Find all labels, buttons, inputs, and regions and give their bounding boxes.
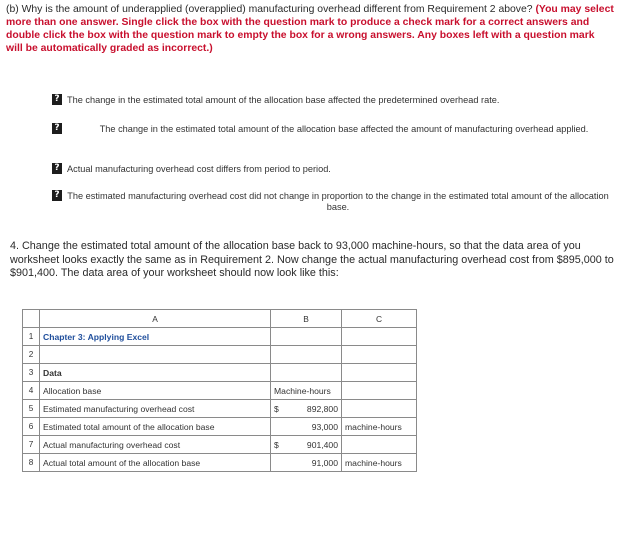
option-text: The change in the estimated total amount of the allocation base affected the predetermined overhead rate.: [67, 95, 500, 105]
step-4-instructions: 4. Change the estimated total amount of the allocation base back to 93,000 machine-hours, so that the data area of you worksheet looks exactly the same as in Requirement 2. Now change the actual manufacturing overhead cost from $895,000 to $901,400. The data area of your worksheet should now look like this:: [10, 240, 614, 279]
row-number: 2: [23, 346, 40, 364]
cell-value: 892,800: [306, 403, 338, 414]
table-row: [23, 418, 417, 436]
cell-b: 91,000: [271, 454, 342, 472]
answer-option: [52, 94, 612, 106]
cell-c: machine-hours: [342, 418, 417, 436]
row-number: 7: [23, 436, 40, 454]
corner-cell: [23, 310, 40, 328]
question-text: (b) Why is the amount of underapplied (overapplied) manufacturing overhead different from Requirement 2 above?: [6, 4, 533, 15]
cell-value: 901,400: [306, 439, 338, 450]
question-mark-checkbox[interactable]: ?: [52, 190, 62, 201]
question-mark-checkbox[interactable]: ?: [52, 163, 62, 174]
table-row: [23, 364, 417, 382]
cell-b: [271, 346, 342, 364]
cell-c: [342, 328, 417, 346]
table-row: [23, 328, 417, 346]
column-header-a: A: [40, 310, 271, 328]
option-text: Actual manufacturing overhead cost differs from period to period.: [67, 164, 331, 174]
row-number: 6: [23, 418, 40, 436]
question-header: [6, 3, 614, 55]
cell-a: Estimated manufacturing overhead cost: [40, 400, 271, 418]
cell-c: machine-hours: [342, 454, 417, 472]
cell-c: [342, 382, 417, 400]
answer-option: [52, 190, 612, 214]
cell-a: Actual manufacturing overhead cost: [40, 436, 271, 454]
cell-b: [271, 400, 342, 418]
column-header-row: [23, 310, 417, 328]
table-row: [23, 400, 417, 418]
currency-symbol: $: [274, 439, 279, 450]
cell-b: [271, 328, 342, 346]
answer-option: [52, 123, 612, 147]
column-header-b: B: [271, 310, 342, 328]
row-number: 5: [23, 400, 40, 418]
cell-b: [271, 436, 342, 454]
option-text: The change in the estimated total amount of the allocation base affected the amount of manufacturing overhead applied.: [99, 124, 589, 134]
table-row: [23, 454, 417, 472]
option-text: The estimated manufacturing overhead cost did not change in proportion to the change in the estimated total amount of the allocation base.: [67, 191, 609, 212]
table-row: [23, 382, 417, 400]
cell-c: [342, 436, 417, 454]
data-label-cell: Data: [40, 364, 271, 382]
spreadsheet-data-area: [22, 309, 417, 472]
row-number: 1: [23, 328, 40, 346]
currency-symbol: $: [274, 403, 279, 414]
cell-a: Actual total amount of the allocation base: [40, 454, 271, 472]
cell-c: [342, 346, 417, 364]
cell-b: Machine-hours: [271, 382, 342, 400]
answer-option: [52, 163, 612, 175]
row-number: 3: [23, 364, 40, 382]
question-instructions: (You may select more than one answer. Single click the box with the question mark to produce a check mark for a correct answers and double click the box with the question mark to empty the box for a wrong answers. Any boxes left with a question mark will be automatically graded as incorrect.): [6, 4, 614, 54]
cell-b: 93,000: [271, 418, 342, 436]
cell-c: [342, 400, 417, 418]
column-header-c: C: [342, 310, 417, 328]
row-number: 8: [23, 454, 40, 472]
row-number: 4: [23, 382, 40, 400]
cell-c: [342, 364, 417, 382]
cell-b: [271, 364, 342, 382]
table-row: [23, 436, 417, 454]
cell-a: [40, 346, 271, 364]
question-mark-checkbox[interactable]: ?: [52, 94, 62, 105]
cell-a: Estimated total amount of the allocation base: [40, 418, 271, 436]
sheet-title-cell: Chapter 3: Applying Excel: [40, 328, 271, 346]
question-mark-checkbox[interactable]: ?: [52, 123, 62, 134]
cell-a: Allocation base: [40, 382, 271, 400]
table-row: [23, 346, 417, 364]
